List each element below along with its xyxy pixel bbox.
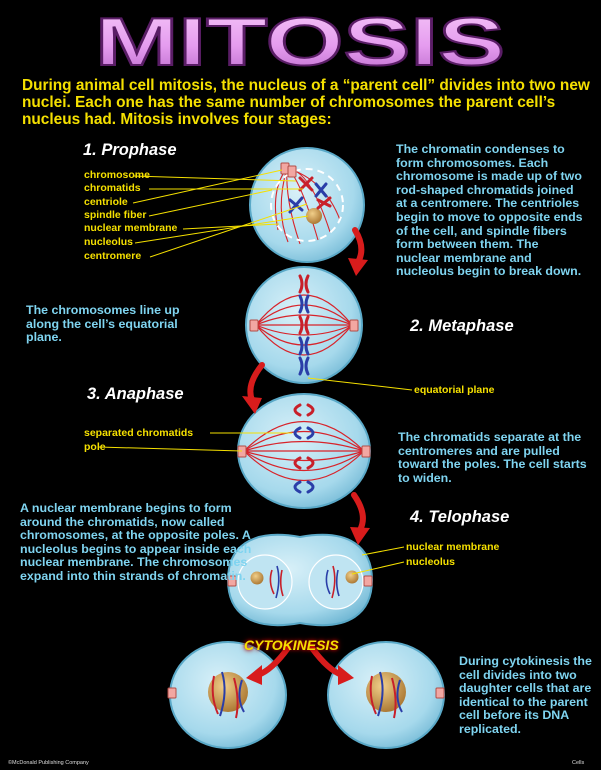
label-pole: pole — [84, 441, 106, 453]
poster-title: MITOSIS — [95, 4, 505, 76]
label-centriole: centriole — [84, 196, 128, 208]
prophase-description: The chromatin condenses to form chromosomes. Each chromosome is made up of two rod-shaped chromatids joined at a centromere. The centrioles begin to move to opposite ends of the cell, and spindle fibers form between them. The nuclear membrane and nucleolus begin to break down. — [396, 142, 583, 279]
stage-anaphase: 3. Anaphase — [87, 385, 184, 403]
label-nuclear-membrane: nuclear membrane — [84, 222, 178, 234]
stage-prophase: 1. Prophase — [83, 141, 177, 159]
label-nucleolus: nucleolus — [84, 236, 134, 248]
series-name: Cells — [572, 760, 585, 766]
label-chromosome: chromosome — [84, 169, 150, 181]
label-separated-chromatids: separated chromatids — [84, 427, 194, 439]
anaphase-cell — [238, 394, 370, 508]
prophase-nucleolus — [306, 208, 322, 224]
daughter-cell-right — [328, 642, 444, 748]
label-chromatids: chromatids — [84, 182, 141, 194]
stage-telophase: 4. Telophase — [410, 508, 510, 526]
intro-text: During animal cell mitosis, the nucleus of a “parent cell” divides into two new nuclei. Each one has the same number of chromosomes the parent cell’s nucleus had. Mitosis involves four stages: — [22, 77, 590, 128]
label-telophase-nuclear-membrane: nuclear membrane — [406, 541, 500, 553]
anaphase-description: The chromatids separate at the centromeres and are pulled toward the poles. The cell starts to widen. — [398, 430, 587, 485]
stage-cytokinesis: CYTOKINESIS — [244, 637, 339, 653]
prophase-cell — [250, 148, 364, 262]
metaphase-description: The chromosomes line up along the cell’s equatorial plane. — [26, 303, 180, 345]
arrow-prophase-metaphase — [348, 258, 368, 276]
telophase-description: A nuclear membrane begins to form around the chromatids, now called chromosomes, at the opposite poles. A nucleolus begins to appear inside each nuclear membrane. The chromosomes expand into thin strands of chromatin. — [20, 501, 252, 583]
cytokinesis-description: During cytokinesis the cell divides into two daughter cells that are identical to the parent cell before its DNA replicated. — [459, 654, 592, 736]
daughter-cell-left — [168, 642, 286, 748]
label-telophase-nucleolus: nucleolus — [406, 556, 456, 568]
label-equatorial-plane: equatorial plane — [414, 384, 495, 396]
stage-metaphase: 2. Metaphase — [410, 317, 514, 335]
equatorial-plane-leader — [308, 378, 412, 390]
label-spindle-fiber: spindle fiber — [84, 209, 147, 221]
publisher-credit: ©McDonald Publishing Company — [8, 760, 89, 766]
label-centromere: centromere — [84, 250, 142, 262]
